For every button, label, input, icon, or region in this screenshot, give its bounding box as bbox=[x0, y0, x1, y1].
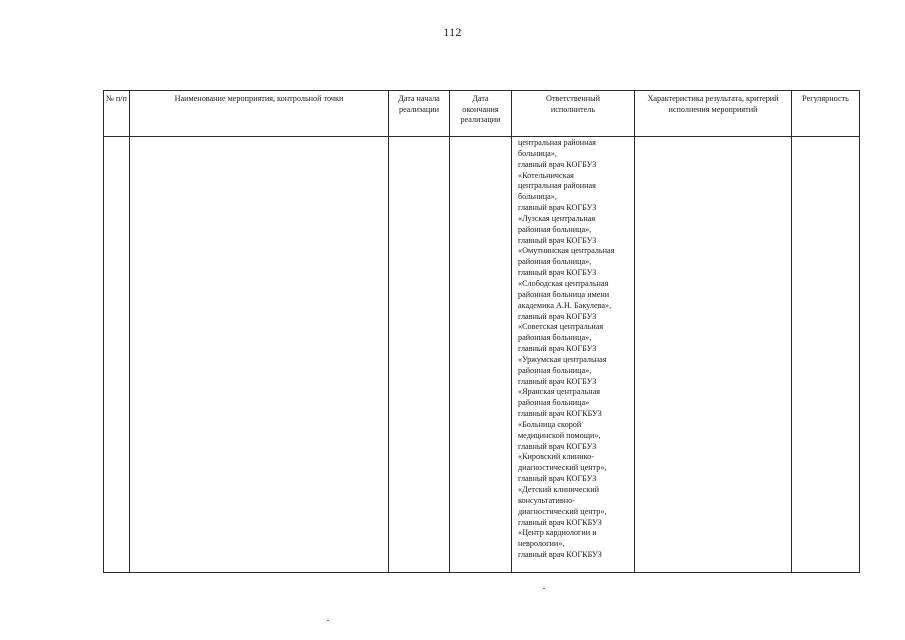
header-regularity: Регулярность bbox=[792, 91, 860, 137]
header-row bbox=[104, 91, 860, 137]
responsible-line: больница», bbox=[518, 192, 557, 202]
cell-responsible bbox=[512, 137, 635, 573]
responsible-line: районная больница», bbox=[518, 333, 592, 343]
cell-event-name bbox=[130, 137, 389, 573]
responsible-line: медицинской помощи», bbox=[518, 430, 601, 440]
page-number: 112 bbox=[443, 25, 462, 39]
responsible-line: главный врач КОГБУЗ bbox=[518, 344, 597, 354]
table-header bbox=[104, 91, 860, 137]
header-end-date: Дата окончания реализации bbox=[450, 91, 512, 137]
cell-result bbox=[635, 137, 792, 573]
responsible-line: академика А.Н. Бакулева», bbox=[518, 300, 612, 310]
responsible-line: «Советская центральная bbox=[518, 322, 604, 332]
header-responsible: Ответственный исполнитель bbox=[512, 91, 635, 137]
responsible-line: центральная районная bbox=[518, 181, 596, 191]
responsible-line: главный врач КОГБУЗ bbox=[518, 203, 597, 213]
responsible-line: главный врач КОГБУЗ bbox=[518, 159, 597, 169]
responsible-line: диагностический центр», bbox=[518, 506, 607, 516]
responsible-line: диагностический центр», bbox=[518, 463, 607, 473]
responsible-line: главный врач КОГБУЗ bbox=[518, 441, 597, 451]
responsible-line: главный врач КОГКБУЗ bbox=[518, 517, 602, 527]
responsible-line: центральная районная bbox=[518, 138, 596, 147]
responsible-line: «Омутнинская центральная bbox=[518, 246, 615, 256]
responsible-line: главный врач КОГБУЗ bbox=[518, 376, 597, 386]
responsible-text bbox=[518, 138, 634, 561]
header-start-date: Дата начала реализации bbox=[389, 91, 450, 137]
header-number: № п/п bbox=[104, 91, 130, 137]
header-event-name: Наименование мероприятия, контрольной точки bbox=[130, 91, 389, 137]
responsible-line: главный врач КОГБУЗ bbox=[518, 235, 597, 245]
responsible-line: районная больница имени bbox=[518, 289, 610, 299]
responsible-line: главный врач КОГБУЗ bbox=[518, 311, 597, 321]
header-result: Характеристика результата, критерий исполнения мероприятий bbox=[635, 91, 792, 137]
responsible-line: «Детский клинический bbox=[518, 485, 600, 494]
responsible-line: главный врач КОГКБУЗ bbox=[518, 409, 602, 419]
responsible-line: районная больница», bbox=[518, 257, 592, 267]
responsible-line: районная больница» bbox=[518, 398, 590, 408]
responsible-line: главный врач КОГБУЗ bbox=[518, 268, 597, 278]
responsible-line: «Больница скорой bbox=[518, 419, 582, 429]
cell-start-date bbox=[389, 137, 450, 573]
events-table bbox=[103, 90, 860, 573]
scan-speck bbox=[327, 620, 329, 621]
responsible-line: «Котельничская bbox=[518, 170, 574, 180]
responsible-line: главный врач КОГБУЗ bbox=[518, 474, 597, 484]
responsible-line: «Уржумская центральная bbox=[518, 354, 607, 364]
responsible-line: больница», bbox=[518, 148, 557, 158]
responsible-line: районная больница», bbox=[518, 365, 592, 375]
table-row bbox=[104, 137, 860, 573]
table-body bbox=[104, 137, 860, 573]
responsible-line: «Центр кардиологии и bbox=[518, 528, 597, 538]
responsible-line: «Слободская центральная bbox=[518, 278, 609, 288]
responsible-line: «Яранская центральная bbox=[518, 387, 601, 397]
cell-regularity bbox=[792, 137, 860, 573]
cell-number bbox=[104, 137, 130, 573]
responsible-line: «Кировский клинико- bbox=[518, 452, 594, 462]
responsible-line: консультативно- bbox=[518, 495, 575, 505]
scan-speck bbox=[543, 588, 545, 589]
responsible-line: неврологии», bbox=[518, 539, 565, 549]
responsible-line: «Лузская центральная bbox=[518, 213, 596, 223]
cell-end-date bbox=[450, 137, 512, 573]
responsible-line: районная больница», bbox=[518, 224, 592, 234]
responsible-line: главный врач КОГКБУЗ bbox=[518, 550, 602, 560]
